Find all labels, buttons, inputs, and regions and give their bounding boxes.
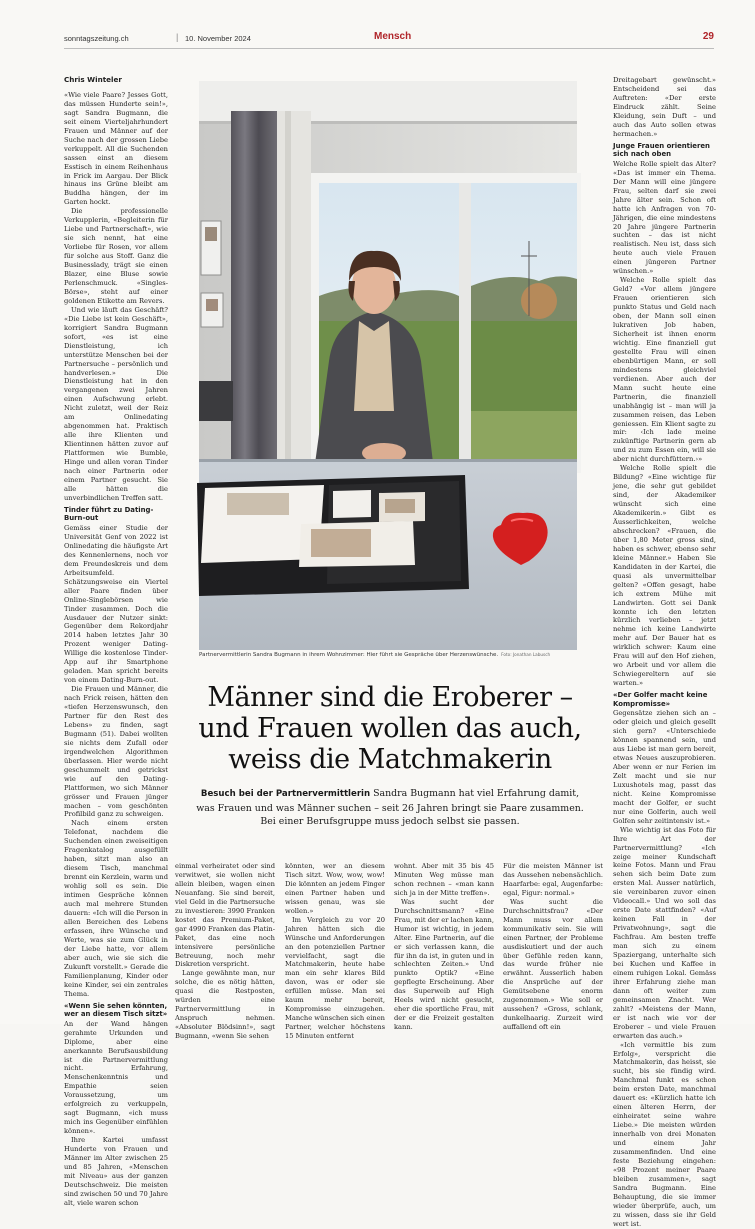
headline-line: und Frauen wollen das auch, [198, 713, 582, 744]
lead-paragraph [170, 787, 610, 829]
paragraph: Und wie läuft das Geschäft? «Die Liebe ist kein Geschäft», korrigiert Sandra Bugmann sofort, «es ist eine Dienstleistung, ich unterstütze Menschen bei der Partnersuche – persönlich und handverlesen.» Die Dienstleistung hat in den vergangenen zwei Jahren einen Aufschwung erlebt. Nicht zuletzt, weil der Reiz am Onlinedating abgenommen hat. Praktisch alle ihre Klienten und Klientinnen hätten zuvor auf Plattformen wie Bumble, Hinge und allen voran Tinder nach einer Partnerin oder einem Partner gesucht. Sie alle hätten die unverbindlichen Treffen satt. [64, 305, 168, 502]
paragraph: An der Wand hängen gerahmte Urkunden und Diplome, aber eine anerkannte Berufsausbildung ist die Partnervermittlung nicht. Erfahrung, Menschenkenntnis und Empathie seien Voraussetzung, um erfolgreich zu verkuppeln, sagt Bugmann, «ich muss mich ins Gegenüber einfühlen können». [64, 1019, 168, 1136]
body-column [394, 862, 494, 1032]
paragraph: Im Vergleich zu vor 20 Jahren hätten sich die Wünsche und Anforderungen an den potenziellen Partner vervielfacht, sagt die Matchmakerin, heute habe man ein sehr klares Bild davon, was er oder sie erfüllen müsse. Man sei kaum mehr bereit, Kompromisse einzugehen. Manche wünschen sich einen Partner, welcher höchstens 15 Minuten entfernt [285, 915, 385, 1041]
paragraph: Nach einem ersten Telefonat, nachdem die Suchenden einen zweiseitigen Fragenkatalog ausgefüllt haben, sitzt man also an diesem Tisch, manchmal brennt ein Kerzlein, warm und wohlig soll es sein. Die intimen Gespräche können auch mal mehrere Stunden dauern: «Ich will die Person in allen Bereichen des Lebens erfassen, ihre Wünsche und Werte, was sie zum Glück in der Liebe hatte, vor allem aber auch, wie sie sich die Zukunft vorstellt.» Gerade die Familienplanung, Kinder oder keine Kinder, sei ein zentrales Thema. [64, 819, 168, 998]
subheading: Junge Frauen orientieren sich nach oben [613, 141, 710, 159]
headline-line: weiss die Matchmakerin [228, 744, 552, 775]
headline [170, 682, 610, 775]
subheading: Tinder führt zu Dating-Burn-out [64, 505, 154, 523]
page-header [64, 31, 714, 47]
paragraph: Die professionelle Verkupplerin, «Begleiterin für Liebe und Partnerschaft», wie sie sich nennt, hat eine Vorliebe für Rosen, vor allem für solche aus Stoff. Ganz die Businesslady, trägt sie einen Blazer, eine Bluse sowie Perlenschmuck. «Singles-Börse», steht auf einer goldenen Etikette am Revers. [64, 207, 168, 305]
paragraph: Welche Rolle spielt das Alter? «Das ist immer ein Thema. Der Mann will eine jüngere Frau, selten darf sie zwei Jahre älter sein. Schon oft hatte ich Anfragen von 70-Jährigen, die eine mindestens 20 Jahre jüngere Partnerin suchten – das ist nicht realistisch. Neu ist, dass sich heute auch viele Frauen einen jüngeren Partner wünschen.» [613, 159, 716, 276]
header-separator: | [176, 32, 179, 42]
article-photo [199, 81, 577, 650]
photo-caption [199, 652, 577, 658]
photo-illustration [199, 81, 577, 650]
caption-text: Partnervermittlerin Sandra Bugmann in ihrem Wohnzimmer: Hier führt sie Gespräche über Herzenswünsche. [199, 652, 499, 658]
paragraph: Welche Rolle spielt die Bildung? «Eine wichtige für jene, die sehr gut gebildet sind, der Akademiker wünscht sich eine Akademikerin.» Gibt es Äusserlichkeiten, welche abschrecken? «Frauen, die über 1,80 Meter gross sind, haben es schwer, ebenso sehr kleine Männer.» Haben Sie Kandidaten in der Kartei, die quasi als unvermittelbar gelten? «Offen gesagt, habe ich extrem Mühe mit Landwirten. Gott sei Dank konnte ich den letzten kürzlich verlieben – jetzt nehme ich keine Landwirte mehr auf. Der Bauer hat es wirklich schwer: Kaum eine Frau will auf den Hof ziehen, wo Arbeit und vor allem die Schwiegereltern auf sie warten.» [613, 464, 716, 688]
author-name: Chris Winteler [64, 75, 122, 84]
paragraph: wohnt. Aber mit 35 bis 45 Minuten Weg müsse man schon rechnen – «man kann sich ja in der Mitte treffen». [394, 862, 494, 897]
body-column [503, 862, 603, 1032]
header-source[interactable]: sonntagszeitung.ch [64, 34, 129, 43]
right-column [613, 76, 716, 1228]
header-rule [64, 48, 714, 49]
header-date: 10. November 2024 [185, 34, 251, 43]
header-section: Mensch [374, 31, 412, 42]
headline-line: Männer sind die Eroberer – [207, 682, 573, 713]
paragraph: Was sucht die Durchschnittsfrau? «Der Mann muss vor allem kommunikativ sein. Sie will einen Partner, der Probleme ausdiskutiert und der auch über Gefühle reden kann, das wurde früher nie erwähnt. Äusserlich haben die Ansprüche auf der Gemütsebene enorm zugenommen.» Wie soll er aussehen? «Gross, schlank, dunkelhaarig. Zurzeit wird auffallend oft ein [503, 897, 603, 1032]
paragraph: Was sucht der Durchschnittsmann? «Eine Frau, mit der er lachen kann, Humor ist wichtig, in jedem Alter. Eine Partnerin, auf die er sich verlassen kann, die für ihn da ist, in guten und in schlechten Zeiten.» Und punkto Optik? «Eine gepflegte Erscheinung. Aber das Superweib auf High Heels wird nicht gesucht, eher die sportliche Frau, mit der er die Freizeit gestalten kann. [394, 897, 494, 1032]
paragraph: einmal verheiratet oder sind verwitwet, sie wollen nicht allein bleiben, wagen einen Neuanfang. Sie sind bereit, viel Geld in die Partnersuche zu investieren: 3990 Franken kostet das Premium-Paket, gar 4990 Franken das Platin-Paket, das eine noch intensivere persönliche Betreuung, noch mehr Diskretion verspricht. [175, 862, 275, 969]
paragraph: Gemäss einer Studie der Universität Genf von 2022 ist Onlinedating die häufigste Art des Kennenlernens, noch vor dem Freundeskreis und dem Arbeitsumfeld. Schätzungsweise ein Viertel aller Paare finden über Online-Singlebörsen wie Tinder zusammen. Doch die Ausdauer der Nutzer sinkt: Gegenüber dem Rekordjahr 2014 haben letztes Jahr 30 Prozent weniger Dating-Willige die kostenlose Tinder-App auf ihr Smartphone geladen. Man spricht bereits von einem Dating-Burn-out. [64, 523, 168, 685]
lead-kicker: Besuch bei der Partnervermittlerin [200, 789, 371, 799]
lead-text: Sandra Bugmann hat viel Erfahrung damit, [373, 788, 580, 799]
paragraph: «Wie viele Paare? Jesses Gott, das müssen Hunderte sein!», sagt Sandra Bugmann, die seit einem Vierteljahrhundert Frauen und Männer auf der Suche nach der grossen Liebe verkuppelt. All die Suchenden sassen einst an diesem Esstisch in einem Reihenhaus in Frick im Aargau. Der Blick hinaus ins Grüne bleibt am Buddha hängen, der im Garten hockt. [64, 90, 168, 207]
subheading: «Wenn Sie sehen könnten, wer an diesem Tisch sitzt» [64, 1001, 168, 1019]
paragraph: könnten, wer an diesem Tisch sitzt. Wow, wow, wow! Die könnten an jedem Finger einen Partner haben und wissen genau, was sie wollen.» [285, 862, 385, 915]
subheading: «Der Golfer macht keine Kompromisse» [613, 691, 708, 708]
paragraph: Welche Rolle spielt das Geld? «Vor allem jüngere Frauen orientieren sich punkto Status und Geld nach oben, der Mann soll einen lukrativen Job haben, Sicherheit ist ihnen enorm wichtig. Eine finanziell gut gestellte Frau will einen ebenbürtigen Mann, er soll mindestens gleichviel verdienen. Aber auch der Mann sucht heute eine Partnerin, die finanziell unabhängig ist – man will ja zusammen reisen, das Leben geniessen. Ein Klient sagte zu mir: ‹Ich lade meine zukünftige Partnerin gern ab und zu zum Essen ein, will sie aber nicht durchfüttern.›» [613, 276, 716, 464]
left-column [64, 75, 168, 1207]
paragraph: Dreitagebart gewünscht.» Entscheidend sei das Auftreten: «Der erste Eindruck zählt. Seine Kleidung, sein Duft – und auch das Auto sollen etwas hermachen.» [613, 76, 716, 138]
paragraph: Für die meisten Männer ist das Aussehen nebensächlich. Haarfarbe: egal, Augenfarbe: egal, Figur: normal.» [503, 862, 603, 897]
paragraph: Wie wichtig ist das Foto für Ihre Art der Partnervermittlung? «Ich zeige meiner Kundschaft keine Fotos. Mann und Frau sehen sich beim Date zum ersten Mal. Ausser natürlich, sie vereinbaren zuvor einen Videocall.» Und wo soll das erste Date stattfinden? «Auf keinen Fall in der Privatwohnung», sagt die Fachfrau. Am besten treffe man sich zu einem Spaziergang, unterhalte sich bei Kuchen und Kaffee in einem ruhigen Lokal. Gemäss ihrer Erfahrung ziehe man dann oft weiter zum gemeinsamen Znacht. Wer zahlt? «Meistens der Mann, er ist nach wie vor der Eroberer – und viele Frauen erwarten das auch.» [613, 825, 716, 1040]
lead-text: Bei einer Berufsgruppe muss jedoch selbst sie passen. [260, 816, 520, 827]
paragraph: Gegensätze ziehen sich an – oder gleich und gleich gesellt sich gern? «Unterschiede können spannend sein, und aus Liebe ist man gern bereit, etwas Neues auszuprobieren. Aber wenn er nur Ferien im Zelt macht und sie nur Luxushotels mag, passt das nicht. Keine Kompromisse macht der Golfer, er sucht nur eine Golferin, auch weil Golfen sehr zeitintensiv ist.» [613, 709, 716, 825]
body-column [175, 862, 275, 1041]
header-page-number: 29 [702, 31, 714, 42]
photo-credit: Foto: Jonathan Labusch [501, 652, 551, 657]
paragraph: Lange gewähnte man, nur solche, die es nötig hätten, quasi die Restposten, würden eine Partnervermittlung in Anspruch nehmen. «Absoluter Blödsinn!», sagt Bugmann, «wenn Sie sehen [175, 969, 275, 1041]
body-column [285, 862, 385, 1041]
paragraph: «Ich vermittle bis zum Erfolg», verspricht die Matchmakerin, das heisst, sie sucht, bis sie fündig wird. Manchmal funkt es schon beim ersten Date, manchmal dauert es: «Kürzlich hatte ich einen älteren Herrn, der einheiratet seine wahre Liebe.» Die meisten würden innerhalb von drei Monaten und einem Jahr zusammenfinden. Und eine feste Beziehung eingehen: «98 Prozent meiner Paare bleiben zusammen», sagt Sandra Bugmann. Eine Behauptung, die sie immer wieder überprüfe, auch, um zu wissen, dass sie ihr Geld wert ist. [613, 1040, 716, 1228]
paragraph: Die Frauen und Männer, die nach Frick reisen, hätten den «tiefen Herzenswunsch, den Partner für den Rest des Lebens» zu finden, sagt Bugmann (51). Dabei wollten sie nichts dem Zufall oder irgendwelchen Algorithmen überlassen. Hier werde nicht geschummelt und getrickst wie auf den Dating-Plattformen, wo sich Männer grösser und Frauen jünger machen – vom geschönten Profilbild ganz zu schweigen. [64, 685, 168, 819]
paragraph: Ihre Kartei umfasst Hunderte von Frauen und Männer im Alter zwischen 25 und 85 Jahren, «Menschen mit Niveau» aus der ganzen Deutschschweiz. Die meisten sind zwischen 50 und 70 Jahre alt, viele waren schon [64, 1136, 168, 1207]
lead-text: was Frauen und was Männer suchen – seit 26 Jahren bringt sie Paare zusammen. [196, 802, 584, 814]
